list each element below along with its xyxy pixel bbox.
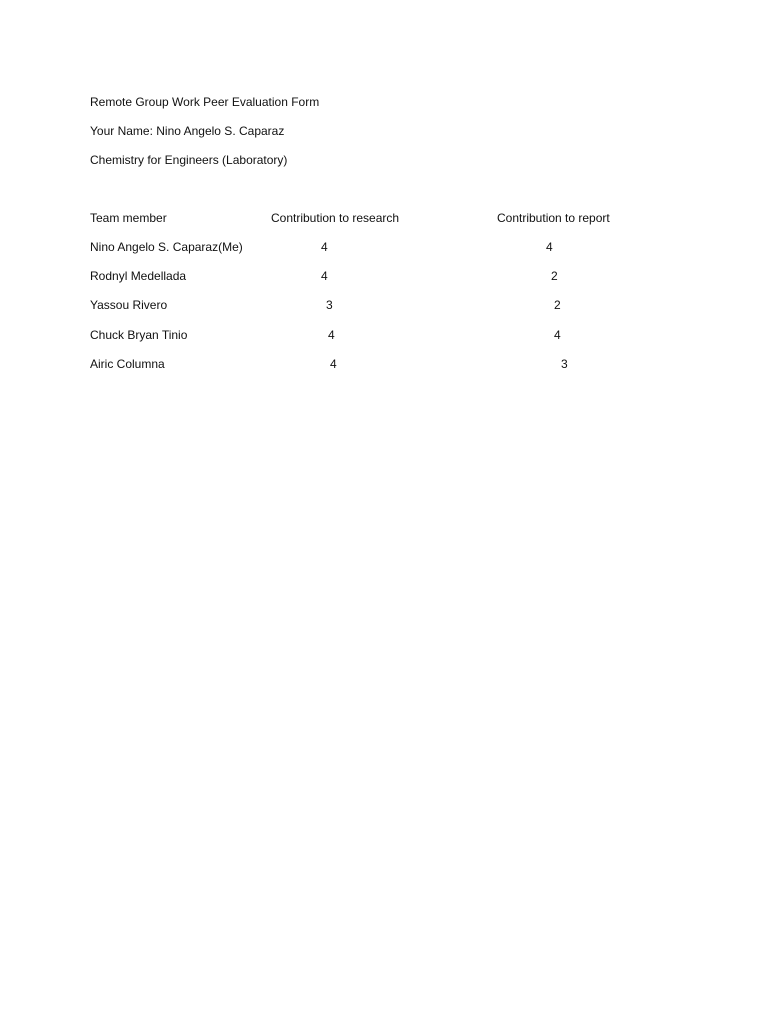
header-contribution-research: Contribution to research: [271, 211, 400, 225]
report-score: 2: [554, 298, 561, 312]
course-line: Chemistry for Engineers (Laboratory): [90, 153, 288, 167]
table-header-row: [0, 210, 768, 226]
report-score: 4: [546, 240, 553, 254]
form-title: Remote Group Work Peer Evaluation Form: [90, 95, 320, 109]
member-name: Airic Columna: [90, 357, 165, 371]
research-score: 4: [328, 328, 335, 342]
table-row: [0, 268, 768, 284]
research-score: 4: [321, 269, 328, 283]
member-name: Rodnyl Medellada: [90, 269, 187, 283]
table-row: [0, 356, 768, 372]
table-row: [0, 327, 768, 343]
report-score: 2: [551, 269, 558, 283]
member-name: Chuck Bryan Tinio: [90, 328, 188, 342]
table-row: [0, 297, 768, 313]
header-contribution-report: Contribution to report: [497, 211, 610, 225]
your-name-line: Your Name: Nino Angelo S. Caparaz: [90, 124, 285, 138]
report-score: 4: [554, 328, 561, 342]
report-score: 3: [561, 357, 568, 371]
research-score: 3: [326, 298, 333, 312]
header-team-member: Team member: [90, 211, 167, 225]
member-name: Yassou Rivero: [90, 298, 168, 312]
member-name: Nino Angelo S. Caparaz(Me): [90, 240, 243, 254]
table-row: [0, 239, 768, 255]
research-score: 4: [330, 357, 337, 371]
research-score: 4: [321, 240, 328, 254]
